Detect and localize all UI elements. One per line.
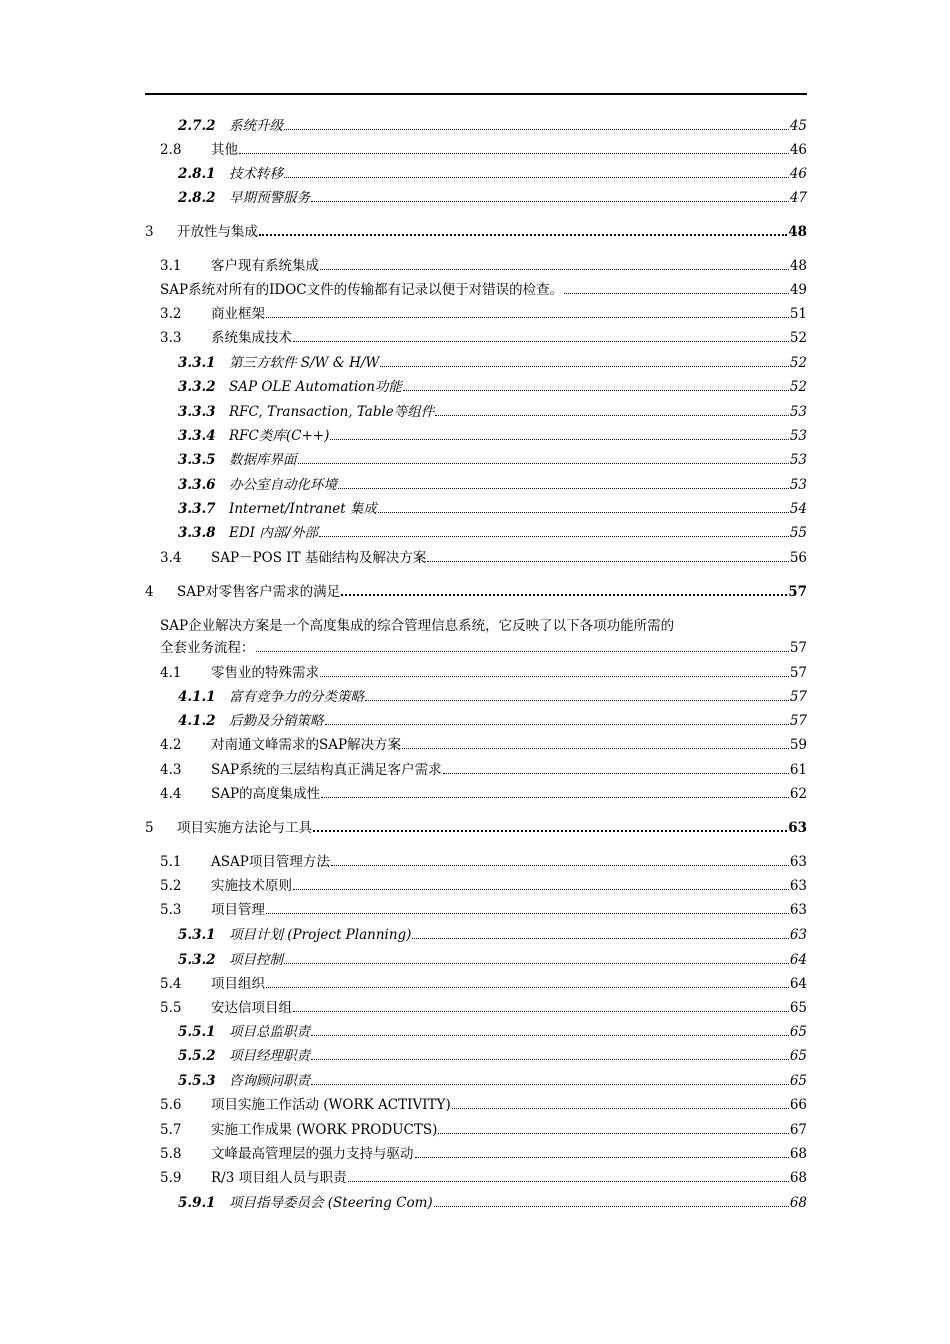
toc-entry-title: 咨询顾问职责	[229, 1073, 310, 1089]
toc-entry-page: 47	[789, 190, 807, 206]
toc-entry-title: 项目实施工作活动 (WORK ACTIVITY)	[211, 1097, 451, 1113]
toc-entry-page: 65	[789, 1048, 807, 1064]
toc-leader-dots	[266, 913, 789, 914]
toc-entry-page: 46	[789, 142, 807, 158]
toc-entry-title: 系统集成技术	[211, 330, 292, 346]
toc-entry-number: 2.7.2	[178, 118, 216, 134]
toc-entry-page: 51	[789, 306, 807, 322]
toc-leader-dots	[284, 129, 789, 130]
toc-entry[interactable]	[160, 1166, 807, 1186]
toc-entry-number: 5	[145, 820, 154, 836]
toc-entry-number: 3.3.8	[178, 525, 216, 541]
toc-leader-dots	[256, 651, 789, 652]
toc-entry-page: 53	[789, 452, 807, 468]
toc-leader-dots	[311, 1035, 789, 1036]
toc-leader-dots	[438, 1133, 788, 1134]
toc-entry[interactable]	[178, 521, 807, 541]
toc-entry-title: 开放性与集成	[177, 224, 258, 240]
toc-entry[interactable]	[160, 874, 807, 894]
toc-entry-title: 实施工作成果 (WORK PRODUCTS)	[211, 1122, 438, 1138]
toc-entry-number: 5.8	[160, 1146, 182, 1162]
toc-entry-page: 65	[789, 1000, 807, 1016]
toc-entry[interactable]	[160, 1093, 807, 1113]
toc-entry[interactable]	[160, 636, 807, 656]
toc-entry-title: 项目指导委员会 (Steering Com)	[229, 1195, 433, 1211]
toc-entry-page: 62	[789, 786, 807, 802]
toc-entry-page: 64	[789, 952, 807, 968]
toc-entry-title: 零售业的特殊需求	[211, 665, 319, 681]
toc-entry-title: RFC类库(C++)	[229, 428, 330, 444]
toc-entry-page: 46	[789, 166, 807, 182]
toc-entry-number: 4.1.2	[178, 713, 216, 729]
toc-leader-dots	[434, 1206, 789, 1207]
toc-entry-title: 项目组织	[211, 976, 265, 992]
toc-entry-number: 4	[145, 584, 154, 600]
toc-leader-dots	[311, 201, 789, 202]
toc-entry-number: 5.3.1	[178, 927, 216, 943]
toc-entry-title: 系统升级	[229, 118, 283, 134]
toc-entry-page: 63	[789, 878, 807, 894]
toc-entry-number: 4.1.1	[178, 689, 216, 705]
toc-leader-dots	[266, 987, 789, 988]
toc-entry-title: 项目计划 (Project Planning)	[229, 927, 412, 943]
toc-entry-title: 技术转移	[229, 166, 283, 182]
toc-leader-dots	[452, 1108, 789, 1109]
toc-leader-dots	[348, 1181, 789, 1182]
toc-entry[interactable]	[160, 326, 807, 346]
toc-entry[interactable]	[160, 1142, 807, 1162]
toc-entry[interactable]	[160, 782, 807, 802]
toc-leader-dots	[338, 488, 789, 489]
toc-entry-page: 64	[789, 976, 807, 992]
toc-entry-title: 项目总监职责	[229, 1024, 310, 1040]
toc-entry-number: 4.4	[160, 786, 182, 802]
toc-entry[interactable]	[178, 473, 807, 493]
toc-entry-number: 3.2	[160, 306, 182, 322]
toc-entry-title: SAP－POS IT 基础结构及解决方案	[211, 550, 427, 566]
toc-entry-number: 5.3	[160, 902, 182, 918]
toc-leader-dots	[365, 700, 789, 701]
toc-entry[interactable]	[160, 278, 807, 298]
toc-leader-dots	[380, 366, 789, 367]
toc-leader-dots	[443, 773, 789, 774]
toc-entry-page: 66	[789, 1097, 807, 1113]
toc-leader-dots	[403, 390, 789, 391]
toc-entry-page: 55	[789, 525, 807, 541]
toc-leader-dots	[266, 317, 789, 318]
toc-entry-title: 数据库界面	[229, 452, 297, 468]
toc-entry-number: 5.3.2	[178, 952, 216, 968]
toc-entry[interactable]	[160, 254, 807, 274]
toc-leader-dots	[320, 269, 789, 270]
toc-entry[interactable]	[178, 1191, 807, 1211]
toc-entry[interactable]	[178, 1020, 807, 1040]
toc-leader-dots	[341, 594, 787, 596]
toc-entry-number: 3.3.7	[178, 501, 216, 517]
toc-entry[interactable]	[160, 996, 807, 1016]
toc-entry[interactable]	[178, 424, 807, 444]
toc-entry-number: 5.9.1	[178, 1195, 216, 1211]
toc-leader-dots	[319, 536, 789, 537]
toc-leader-dots	[378, 512, 789, 513]
toc-entry-number: 5.5.3	[178, 1073, 216, 1089]
toc-entry-number: 3.3.2	[178, 379, 216, 395]
toc-entry[interactable]	[178, 375, 807, 395]
toc-entry-title: 办公室自动化环境	[229, 477, 337, 493]
toc-leader-dots	[321, 797, 789, 798]
toc-entry-number: 5.5.1	[178, 1024, 216, 1040]
toc-entry-title: 客户现有系统集成	[211, 258, 319, 274]
toc-entry-page: 61	[789, 762, 807, 778]
toc-leader-dots	[298, 463, 789, 464]
toc-entry[interactable]	[160, 138, 807, 158]
toc-leader-dots	[284, 177, 789, 178]
toc-entry-page: 67	[789, 1122, 807, 1138]
toc-leader-dots	[311, 1059, 789, 1060]
toc-entry-number: 3.4	[160, 550, 182, 566]
toc-entry-number: 3.3.6	[178, 477, 216, 493]
toc-entry-page: 52	[789, 379, 807, 395]
toc-entry-number: 5.6	[160, 1097, 182, 1113]
toc-entry-page: 48	[788, 224, 807, 240]
toc-entry[interactable]	[178, 685, 807, 705]
toc-entry-page: 56	[789, 550, 807, 566]
toc-entry-title: 文峰最高管理层的强力支持与驱动	[211, 1146, 414, 1162]
toc-entry-number: 5.5	[160, 1000, 182, 1016]
toc-leader-dots	[331, 865, 789, 866]
toc-entry[interactable]	[178, 923, 807, 943]
toc-entry-title: 项目管理	[211, 902, 265, 918]
toc-leader-dots	[402, 748, 789, 749]
toc-entry-number: 3	[145, 224, 154, 240]
toc-entry-title: 项目经理职责	[229, 1048, 310, 1064]
toc-leader-dots	[435, 415, 789, 416]
toc-entry[interactable]	[160, 850, 807, 870]
toc-entry[interactable]	[178, 400, 807, 420]
toc-entry-page: 65	[789, 1024, 807, 1040]
toc-entry[interactable]	[178, 1069, 807, 1089]
toc-entry-number: 5.4	[160, 976, 182, 992]
toc-entry-number: 5.1	[160, 854, 182, 870]
toc-entry-title: SAP的高度集成性	[211, 786, 321, 802]
toc-entry-page: 65	[789, 1073, 807, 1089]
toc-entry-number: 4.1	[160, 665, 182, 681]
toc-entry-number: 2.8.1	[178, 166, 216, 182]
toc-leader-dots	[320, 676, 789, 677]
toc-entry-title: 全套业务流程：	[160, 640, 255, 656]
toc-entry-title: 对南通文峰需求的SAP解决方案	[211, 737, 402, 753]
toc-entry-page: 53	[789, 428, 807, 444]
toc-entry-page: 57	[789, 689, 807, 705]
toc-entry[interactable]	[160, 546, 807, 566]
toc-entry-title: 项目实施方法论与工具	[177, 820, 312, 836]
toc-leader-dots	[239, 153, 789, 154]
toc-entry-title: 富有竞争力的分类策略	[229, 689, 364, 705]
toc-entry-title: SAP系统的三层结构真正满足客户需求	[211, 762, 442, 778]
toc-entry-number: 2.8.2	[178, 190, 216, 206]
toc-entry-page: 68	[789, 1170, 807, 1186]
toc-entry-title: 早期预警服务	[229, 190, 310, 206]
toc-leader-dots	[293, 341, 789, 342]
toc-entry-title: 安达信项目组	[211, 1000, 292, 1016]
toc-entry-title: R/3 项目组人员与职责	[211, 1170, 347, 1186]
toc-entry[interactable]	[178, 709, 807, 729]
toc-entry-number: 3.1	[160, 258, 182, 274]
toc-leader-dots	[412, 938, 788, 939]
toc-leader-dots	[293, 889, 789, 890]
toc-leader-dots	[325, 724, 789, 725]
toc-entry[interactable]	[160, 758, 807, 778]
toc-entry-page: 57	[789, 665, 807, 681]
toc-entry-page: 57	[788, 584, 807, 600]
toc-entry-page: 57	[789, 713, 807, 729]
toc-entry[interactable]	[160, 972, 807, 992]
toc-entry-title: SAP OLE Automation功能	[229, 379, 402, 395]
toc-entry-page: 63	[788, 820, 807, 836]
toc-entry-number: 3.3.4	[178, 428, 216, 444]
toc-entry[interactable]	[145, 580, 807, 600]
toc-entry-title: 第三方软件 S/W & H/W	[229, 355, 380, 371]
toc-entry-title: SAP对零售客户需求的满足	[177, 584, 341, 600]
toc-leader-dots	[415, 1157, 789, 1158]
toc-entry-page: 57	[789, 640, 807, 656]
toc-entry-page: 45	[789, 118, 807, 134]
toc-leader-dots	[293, 1011, 789, 1012]
toc-entry[interactable]	[178, 948, 807, 968]
toc-entry[interactable]	[178, 448, 807, 468]
toc-entry-title: 后勤及分销策略	[229, 713, 324, 729]
toc-entry[interactable]	[160, 661, 807, 681]
toc-entry-number: 3.3.5	[178, 452, 216, 468]
toc-entry-number: 2.8	[160, 142, 182, 158]
toc-entry-number: 5.9	[160, 1170, 182, 1186]
toc-entry[interactable]	[178, 1044, 807, 1064]
toc-entry-number: 3.3.1	[178, 355, 216, 371]
toc-entry-title: ASAP项目管理方法	[211, 854, 330, 870]
toc-entry-title: Internet/Intranet 集成	[229, 501, 377, 517]
toc-entry-number: 3.3	[160, 330, 182, 346]
toc-leader-dots	[284, 963, 789, 964]
toc-entry-number: 4.2	[160, 737, 182, 753]
toc-entry[interactable]	[178, 351, 807, 371]
toc-entry-page: 63	[789, 927, 807, 943]
toc-leader-dots	[330, 439, 788, 440]
toc-entry-title: RFC, Transaction, Table等组件	[229, 404, 435, 420]
toc-entry-title: SAP系统对所有的IDOC文件的传输都有记录以便于对错误的检查。	[160, 282, 564, 298]
toc-leader-dots	[313, 830, 787, 832]
toc-entry[interactable]	[160, 733, 807, 753]
toc-entry-page: 53	[789, 404, 807, 420]
toc-entry-page: 68	[789, 1195, 807, 1211]
toc-entry[interactable]	[178, 186, 807, 206]
toc-leader-dots	[259, 234, 787, 236]
toc-entry-number: 5.5.2	[178, 1048, 216, 1064]
intro-line: SAP企业解决方案是一个高度集成的综合管理信息系统，它反映了以下各项功能所需的	[160, 618, 675, 634]
toc-entry[interactable]	[145, 220, 807, 240]
toc-entry-number: 5.7	[160, 1122, 182, 1138]
toc-entry-title: 商业框架	[211, 306, 265, 322]
toc-entry-title: EDI 内部/外部	[229, 525, 318, 541]
toc-entry-title: 其他	[211, 142, 238, 158]
toc-entry-page: 59	[789, 737, 807, 753]
toc-entry-page: 49	[789, 282, 807, 298]
toc-entry-page: 53	[789, 477, 807, 493]
toc-entry-page: 52	[789, 330, 807, 346]
toc-entry[interactable]	[178, 114, 807, 134]
toc-entry-number: 3.3.3	[178, 404, 216, 420]
toc-entry-title: 项目控制	[229, 952, 283, 968]
toc-entry-page: 63	[789, 902, 807, 918]
toc-entry-page: 68	[789, 1146, 807, 1162]
toc-entry[interactable]	[160, 1118, 807, 1138]
toc-entry[interactable]	[160, 302, 807, 322]
toc-entry-page: 63	[789, 854, 807, 870]
toc-entry-number: 5.2	[160, 878, 182, 894]
toc-entry[interactable]	[145, 816, 807, 836]
toc-entry[interactable]	[178, 162, 807, 182]
toc-entry[interactable]	[178, 497, 807, 517]
toc-entry-page: 48	[789, 258, 807, 274]
toc-leader-dots	[311, 1084, 789, 1085]
toc-entry-page: 54	[789, 501, 807, 517]
toc-leader-dots	[564, 293, 789, 294]
toc-leader-dots	[427, 561, 788, 562]
toc-entry-title: 实施技术原则	[211, 878, 292, 894]
toc-entry[interactable]	[160, 898, 807, 918]
toc-entry-page: 52	[789, 355, 807, 371]
toc-entry-number: 4.3	[160, 762, 182, 778]
